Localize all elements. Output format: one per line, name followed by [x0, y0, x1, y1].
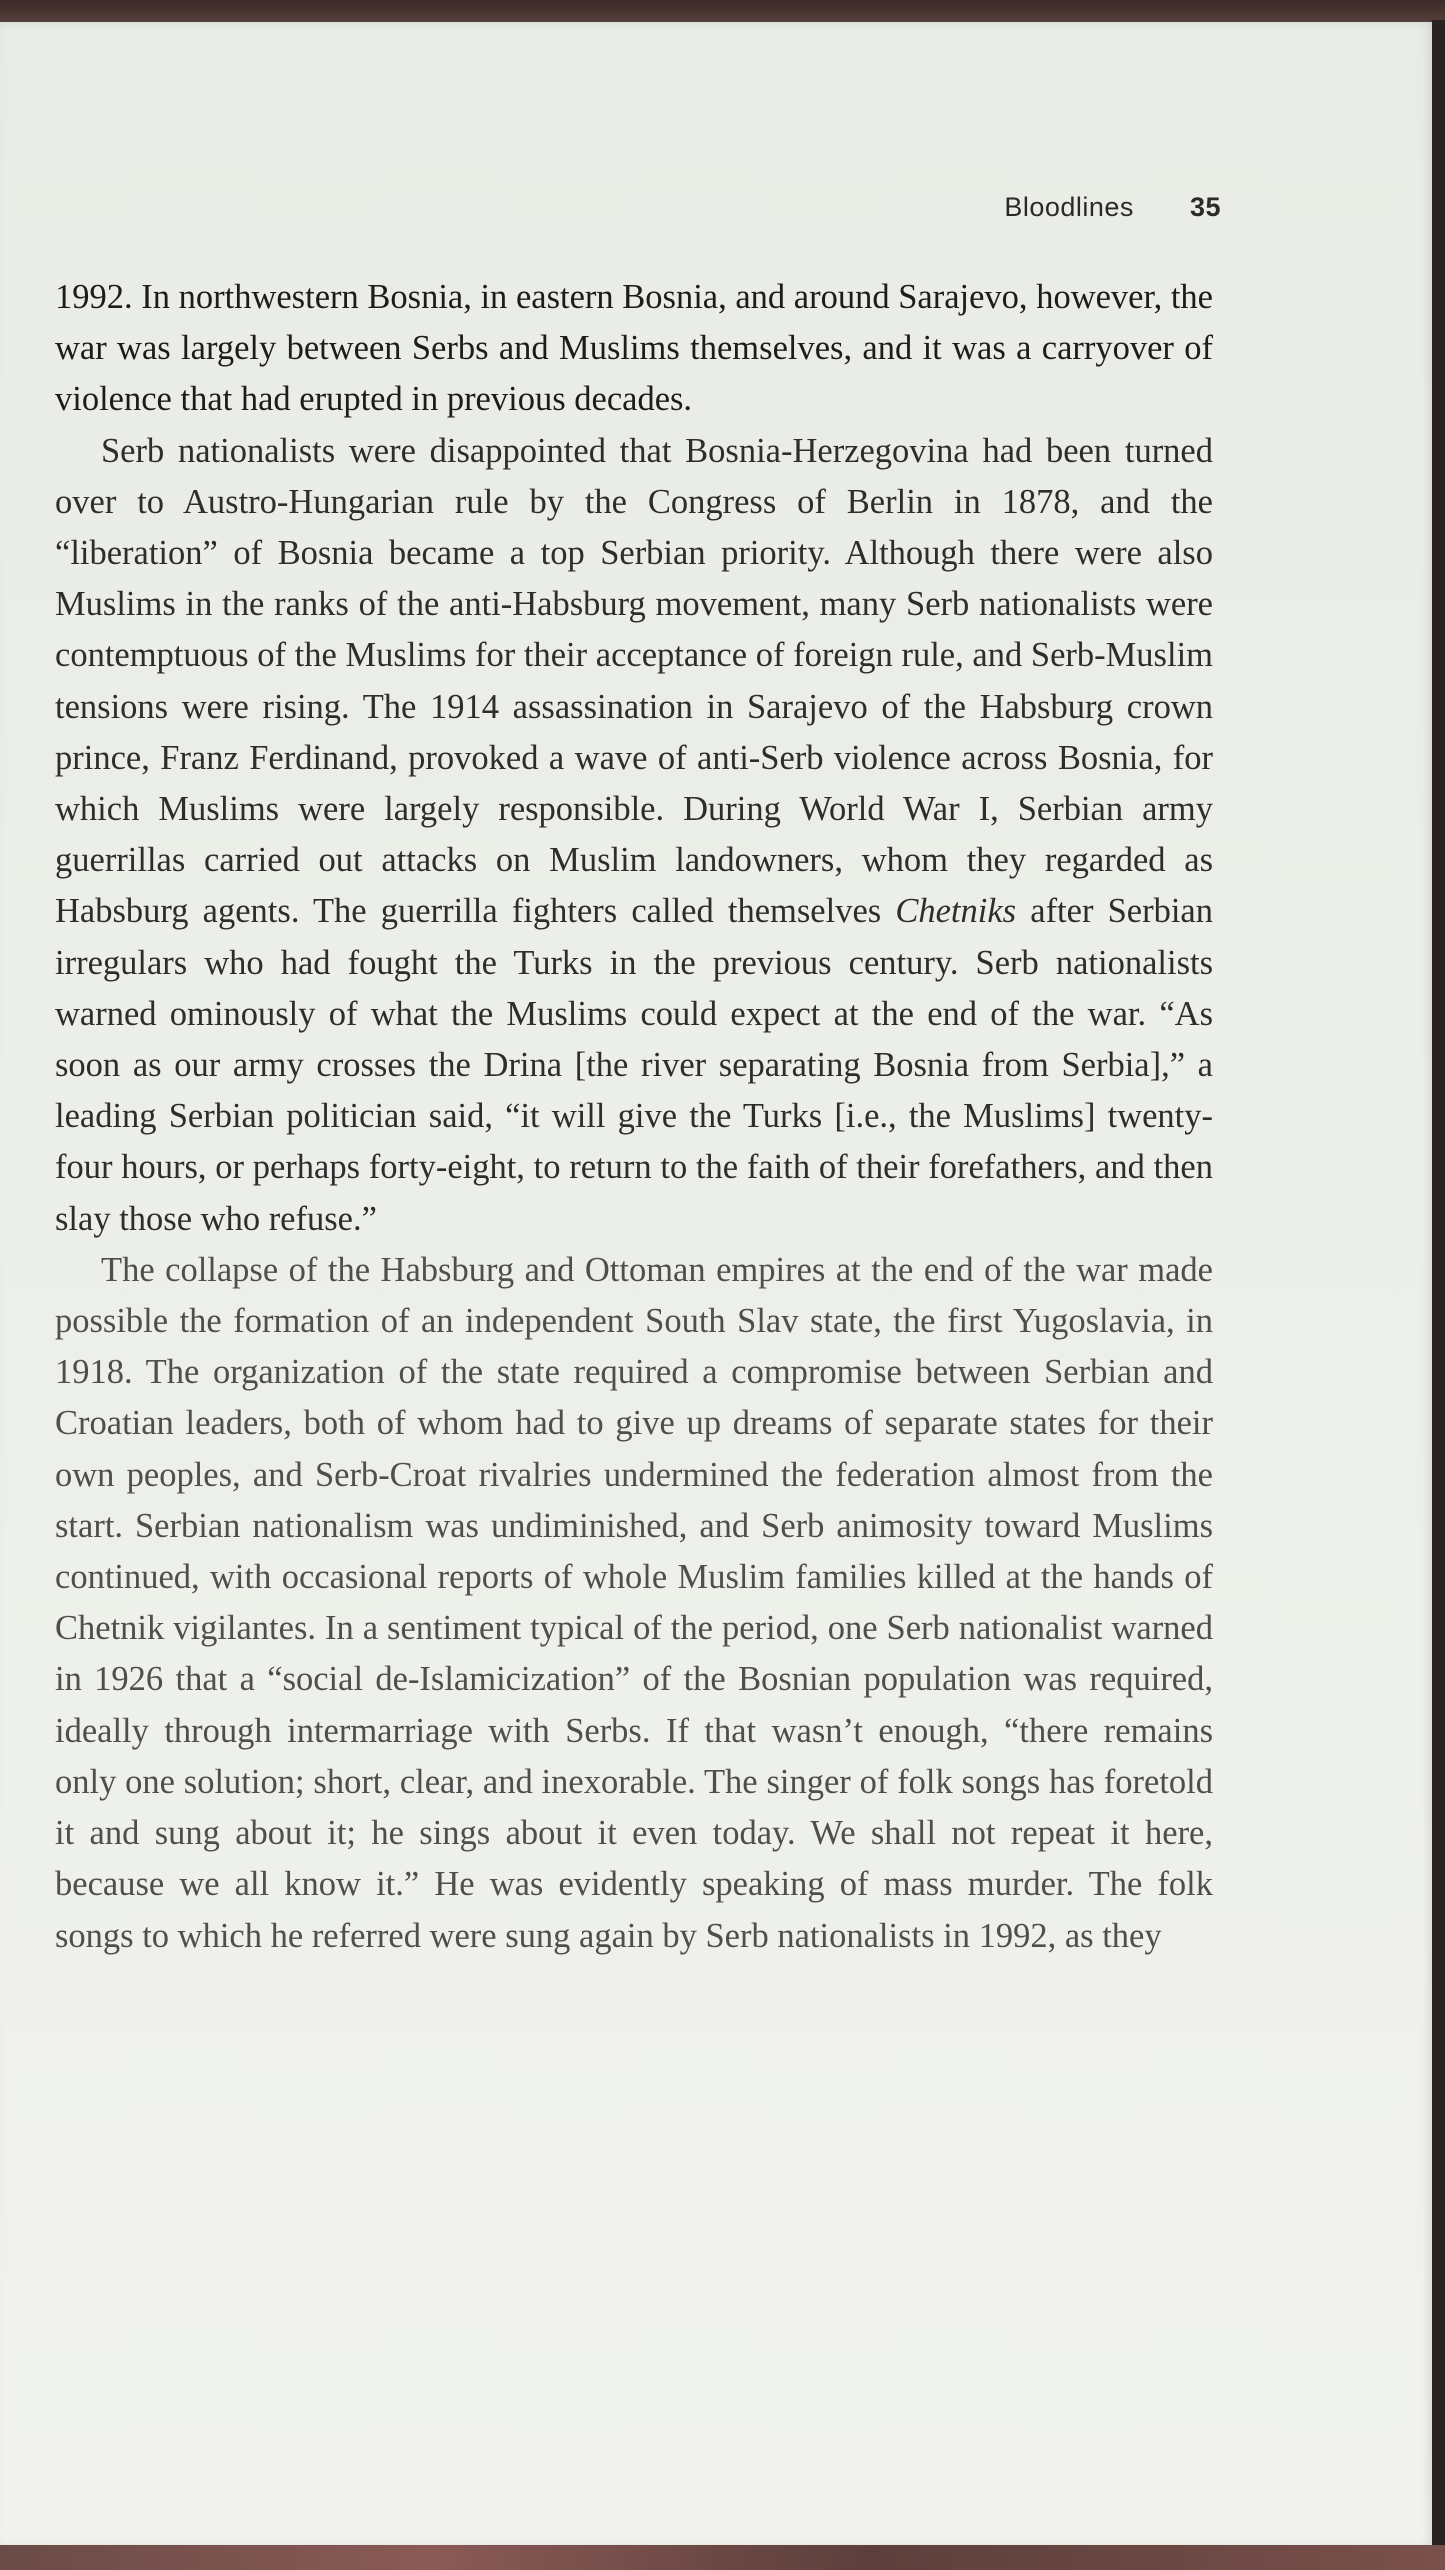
- paragraph-3: The collapse of the Habsburg and Ottoman empires at the end of the war made possible the formation of an independent South Slav state, the first Yugoslavia, in 1918. The organization of the state required a compromise between Serbian and Croatian leaders, both of whom had to give up dreams of separate states for their own peoples, and Serb-Croat rivalries undermined the federation almost from the start. Serbian nationalism was undiminished, and Serb animosity toward Muslims continued, with occasional reports of whole Muslim families killed at the hands of Chetnik vigilantes. In a sentiment typical of the period, one Serb nationalist warned in 1926 that a “social de-Islamicization” of the Bosnian population was required, ideally through intermarriage with Serbs. If that wasn’t enough, “there remains only one solution; short, clear, and inexorable. The singer of folk songs has foretold it and sung about it; he sings about it even today. We shall not repeat it here, because we all know it.” He was evidently speaking of mass murder. The folk songs to which he referred were sung again by Serb nationalists in 1992, as they: [55, 1250, 1213, 1955]
- book-bottom-edge: [0, 2545, 1445, 2570]
- page-number: 35: [1189, 192, 1221, 222]
- book-right-edge: [1432, 20, 1445, 2570]
- running-title: Bloodlines: [1004, 192, 1134, 222]
- book-page: [0, 22, 1436, 2547]
- paragraph-2-part-1: Serb nationalists were disappointed that Bosnia-Herzegovina had been turned over to Austro-Hungarian rule by the Congress of Berlin in 1878, and the “liberation” of Bosnia became a top Serbian priority. Although there were also Muslims in the ranks of the anti-Habsburg movement, many Serb nationalists were contemptuous of the Muslims for their acceptance of foreign rule, and Serb-Muslim tensions were rising. The 1914 assassination in Sarajevo of the Habsburg crown prince, Franz Ferdinand, provoked a wave of anti-Serb violence across Bosnia, for which Muslims were largely responsible. During World War I, Serbian army guerrillas carried out attacks on Muslim landowners, whom they regarded as Habsburg agents. The guerrilla fighters called themselves: [55, 431, 1213, 931]
- running-head: [1004, 192, 1221, 223]
- body-text: [55, 272, 1213, 1962]
- paragraph-2-italic-term: Chetniks: [895, 892, 1017, 931]
- paragraph-1: 1992. In northwestern Bosnia, in eastern Bosnia, and around Sarajevo, however, the war was largely between Serbs and Muslims themselves, and it was a carryover of violence that had erupted in previous decades.: [55, 278, 1213, 419]
- paragraph-2-part-2: after Serbian irregulars who had fought the Turks in the previous century. Serb nationalists warned ominously of what the Muslims could expect at the end of the war. “As soon as our army crosses the Drina [the river separating Bosnia from Serbia],” a leading Serbian politician said, “it will give the Turks [i.e., the Muslims] twenty-four hours, or perhaps forty-eight, to return to the faith of their forefathers, and then slay those who refuse.”: [55, 892, 1213, 1238]
- paragraph-2: [55, 426, 1213, 1245]
